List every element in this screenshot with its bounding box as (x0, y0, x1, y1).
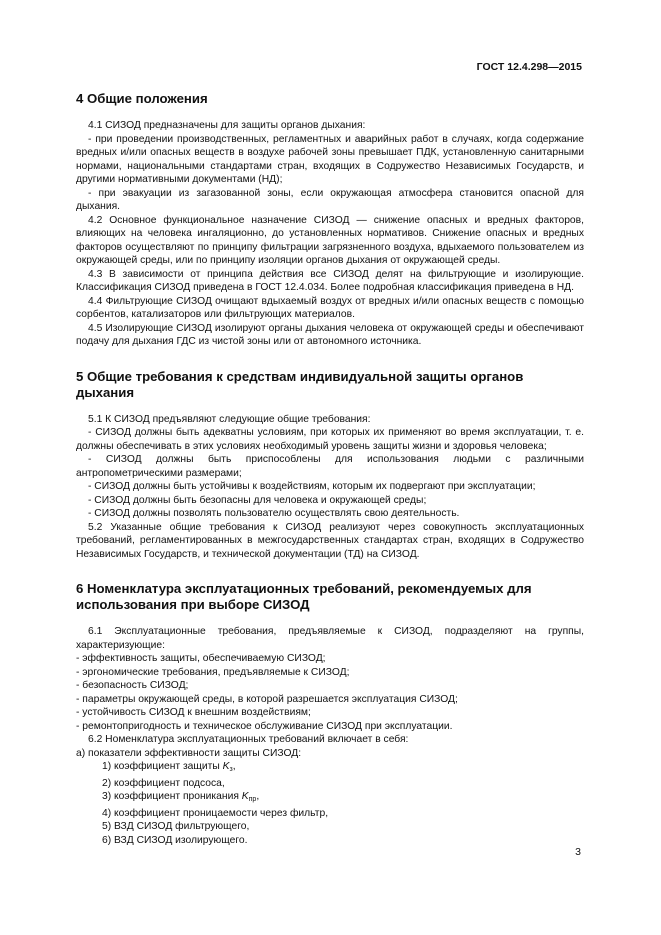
list-item: - при проведении производственных, регламентных и аварийных работ в случаях, когда содержание вредных и/или опасных веществ в воздухе рабочей зоны превышает ПДК, установленную санитарными нормами, национальными стандартами стран, входящих в Содружество Независимых Государств, и другими нормативными документами (НД); (76, 133, 584, 185)
section-4-title: 4 Общие положения (76, 91, 208, 106)
sub-item-text: , (232, 761, 236, 772)
paragraph-5-2: 5.2 Указанные общие требования к СИЗОД реализуют через совокупность эксплуатационных требований, регламентированных в межгосударственных стандартах стран, входящих в Содружество Независимых Государств, и технической документации (ТД) на СИЗОД. (76, 521, 584, 560)
section-5 (76, 369, 584, 562)
list-item: - эргономические требования, предъявляемые к СИЗОД; (76, 666, 350, 678)
paragraph-6-2: 6.2 Номенклатура эксплуатационных требований включает в себя: (88, 734, 409, 745)
sub-item-4: 4) коэффициент проницаемости через фильтр, (102, 807, 329, 819)
list-item: - СИЗОД должны позволять пользователю осуществлять свою деятельность. (88, 508, 460, 519)
section-6-title: 6 Номенклатура эксплуатационных требований, рекомендуемых для использования при выборе СИЗОД (76, 581, 532, 612)
list-item-a: а) показатели эффективности защиты СИЗОД: (76, 747, 302, 759)
list-item: - при эвакуации из загазованной зоны, если окружающая атмосфера становится опасной для дыхания. (76, 187, 584, 212)
list-item: - эффективность защиты, обеспечиваемую СИЗОД; (76, 653, 326, 664)
list-item: - СИЗОД должны быть приспособлены для использования людьми с различными антропометрическими размерами; (76, 454, 584, 479)
document-header: ГОСТ 12.4.298—2015 (476, 61, 582, 73)
sub-item-2: 2) коэффициент подсоса, (102, 777, 225, 789)
list-item: - устойчивость СИЗОД к внешним воздействиям; (76, 707, 311, 718)
paragraph-4-4: 4.4 Фильтрующие СИЗОД очищают вдыхаемый воздух от вредных и/или опасных веществ с помощью сорбентов, катализаторов или фильтрующих материалов. (76, 295, 584, 320)
sub-item-3 (76, 790, 584, 807)
page-content (76, 91, 584, 867)
list-item: - СИЗОД должны быть безопасны для человека и окружающей среды; (88, 494, 427, 506)
list-item: - безопасность СИЗОД; (76, 680, 189, 691)
list-item: - ремонтопригодность и техническое обслуживание СИЗОД при эксплуатации. (76, 720, 453, 732)
list-item: - параметры окружающей среды, в которой разрешается эксплуатация СИЗОД; (76, 693, 458, 705)
paragraph-4-5: 4.5 Изолирующие СИЗОД изолируют органы дыхания человека от окружающей среды и обеспечивают подачу для дыхания ГДС из чистой зоны или от автономного источника. (76, 322, 584, 347)
list-item: - СИЗОД должны быть устойчивы к воздействиям, которым их подвергают при эксплуатации; (88, 481, 536, 492)
sub-item-text: 3) коэффициент проникания (102, 791, 242, 802)
sub-item-6: 6) ВЗД СИЗОД изолирующего. (102, 834, 248, 846)
subscript: пр (248, 796, 257, 803)
subscript: з (229, 766, 233, 773)
sub-item-text: 1) коэффициент защиты (102, 761, 223, 772)
list-item: - СИЗОД должны быть адекватны условиям, при которых их применяют во время эксплуатации, т. е. должны обеспечивать в этих условиях необходимый уровень защиты жизни и здоровья человека; (76, 427, 584, 452)
symbol-k: K (222, 761, 230, 772)
section-6 (76, 581, 584, 847)
paragraph-4-1: 4.1 СИЗОД предназначены для защиты органов дыхания: (88, 120, 366, 131)
page-number: 3 (575, 846, 581, 858)
section-5-title: 5 Общие требования к средствам индивидуальной защиты органов дыхания (76, 368, 524, 400)
section-4 (76, 91, 584, 349)
sub-item-text: , (256, 791, 260, 802)
paragraph-4-2: 4.2 Основное функциональное назначение СИЗОД — снижение опасных и вредных факторов, влияющих на человека ингаляционно, до установленных нормативов. Снижение опасных и вредных факторов осуществляют по принципу фильтрации загрязненного воздуха, вдыхаемого пользователем из окружающей среды, или по принципу изоляции органов дыхания от окружающей среды. (76, 214, 584, 266)
paragraph-5-1: 5.1 К СИЗОД предъявляют следующие общие требования: (88, 413, 371, 425)
paragraph-6-1: 6.1 Эксплуатационные требования, предъявляемые к СИЗОД, подразделяют на группы, характеризующие: (76, 626, 584, 651)
sub-item-5: 5) ВЗД СИЗОД фильтрующего, (102, 821, 250, 832)
paragraph-4-3: 4.3 В зависимости от принципа действия все СИЗОД делят на фильтрующие и изолирующие. Классификация СИЗОД приведена в ГОСТ 12.4.034. Более подробная классификация приведена в НД. (76, 268, 584, 293)
symbol-k: K (241, 791, 249, 802)
sub-item-1 (76, 760, 584, 777)
